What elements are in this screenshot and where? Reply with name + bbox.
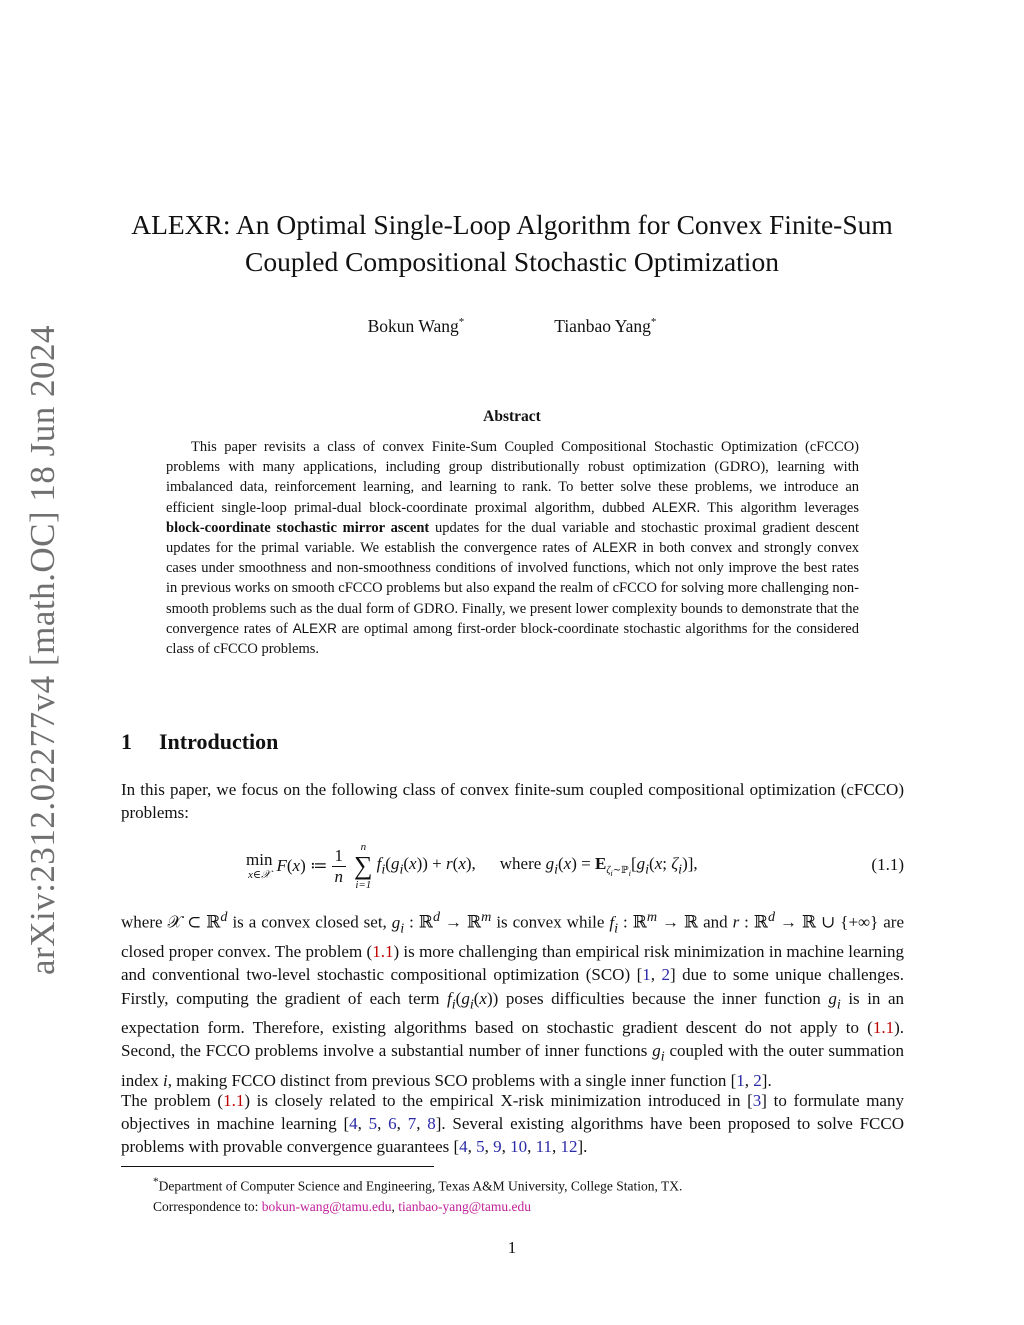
citation-link[interactable]: 7: [407, 1114, 417, 1134]
citation-link[interactable]: 9: [493, 1137, 502, 1157]
email-link[interactable]: tianbao-yang@tamu.edu: [398, 1198, 532, 1214]
equation-link[interactable]: 1.1: [372, 942, 394, 962]
author: Bokun Wang*: [367, 316, 465, 336]
paper-title: ALEXR: An Optimal Single-Loop Algorithm for Convex Finite-Sum Coupled Compositional Stochastic Optimization: [131, 209, 893, 277]
page-number: 1: [507, 1238, 517, 1257]
citation-link[interactable]: 5: [476, 1137, 485, 1157]
citation-link[interactable]: 10: [510, 1137, 528, 1157]
citation-link[interactable]: 6: [388, 1114, 397, 1134]
citation-link[interactable]: 2: [753, 1071, 762, 1091]
section-heading: 1 Introduction: [121, 729, 279, 754]
equation-link[interactable]: 1.1: [872, 1018, 895, 1038]
equation-1-1: [121, 838, 904, 894]
footnote-correspondence: Correspondence to: bokun-wang@tamu.edu, tianbao-yang@tamu.edu: [153, 1198, 532, 1214]
citation-link[interactable]: 4: [349, 1114, 358, 1134]
author: Tianbao Yang*: [554, 316, 657, 336]
footnote-rule: [121, 1166, 434, 1167]
arxiv-identifier: arXiv:2312.02277v4 [math.OC] 18 Jun 2024: [23, 325, 63, 975]
citation-link[interactable]: 1: [736, 1071, 745, 1091]
equation-number: (1.1): [871, 855, 904, 874]
intro-paragraph: In this paper, we focus on the following class of convex finite-sum coupled compositional optimization (cFCCO) problems:: [121, 780, 904, 823]
intro-paragraph: The problem (1.1) is closely related to the empirical X-risk minimization introduced in [3] to formulate many objectives in machine learning [4, 5, 6, 7, 8]. Several existing algorithms have been proposed to solve FCCO problems with provable convergence guarantees [4, 5, 9, 10, 11, 12].: [121, 1091, 905, 1157]
citation-link[interactable]: 1: [642, 965, 651, 985]
equation-link[interactable]: 1.1: [223, 1091, 245, 1110]
citation-link[interactable]: 11: [535, 1137, 553, 1157]
citation-link[interactable]: 3: [752, 1091, 762, 1110]
arxiv-stamp: [8, 325, 78, 975]
citation-link[interactable]: 8: [427, 1114, 436, 1134]
intro-paragraph: where 𝒳 ⊂ ℝ$^d$ is a convex closed set, $g_i$ : ℝ$^d$ → ℝ$^m$ is convex while $f_i$ : ℝ$^m$ → ℝ and r : ℝ$^d$ → ℝ ∪ {+∞} are closed proper convex. The problem (1.1) is more challenging than empirical risk minimization in machine learning and conventional two-level stochastic compositional optimization (SCO) [1, 2] due to some unique challenges. Firstly, computing the gradient of each term $f_i(g_i(x))$ poses difficulties because the inner function $g_i$ is in an expectation form. Therefore, existing algorithms based on stochastic gradient descent do not apply to (1.1). Second, the FCCO problems involve a substantial number of inner functions $g_i$ coupled with the outer summation index i, making FCCO distinct from previous SCO problems with a single inner function [1, 2].: [121, 909, 905, 1091]
footnote-affiliation: *Department of Computer Science and Engineering, Texas A&M University, College Station, TX.: [153, 1176, 683, 1194]
citation-link[interactable]: 5: [368, 1114, 378, 1134]
citation-link[interactable]: 12: [560, 1137, 578, 1157]
abstract-heading: Abstract: [483, 408, 541, 425]
citation-link[interactable]: 4: [459, 1137, 468, 1157]
equation-body: min x∈𝒳 F(x) ≔ $\frac{1}{n}$ n ∑ i=1 $f_i(g_i(x)) + r(x)$, where $g_i(x) = E_{\zeta_i\sim ℙ_i}[g_i(x$; $\zeta_i$)],: [246, 841, 698, 891]
email-link[interactable]: bokun-wang@tamu.edu: [261, 1198, 392, 1214]
abstract-text: This paper revisits a class of convex Finite-Sum Coupled Compositional Stochastic Optimization (cFCCO) problems with many applications, including group distributionally robust optimization (GDRO), learning with imbalanced data, reinforcement learning, and learning to rank. To better solve these problems, we introduce an efficient single-loop primal-dual block-coordinate proximal algorithm, dubbed ALEXR. This algorithm leverages block-coordinate stochastic mirror ascent updates for the dual variable and stochastic proximal gradient descent updates for the primal variable. We establish the convergence rates of ALEXR in both convex and strongly convex cases under smoothness and non-smoothness conditions of involved functions, which not only improve the best rates in previous works on smooth cFCCO problems but also expand the realm of cFCCO for solving more challenging non-smooth problems such as the dual form of GDRO. Finally, we present lower complexity bounds to demonstrate that the convergence rates of ALEXR are optimal among first-order block-coordinate stochastic algorithms for the considered class of cFCCO problems.: [166, 439, 860, 658]
author-list: [110, 316, 914, 337]
citation-link[interactable]: 2: [661, 965, 671, 985]
footnote: [153, 1172, 682, 1217]
